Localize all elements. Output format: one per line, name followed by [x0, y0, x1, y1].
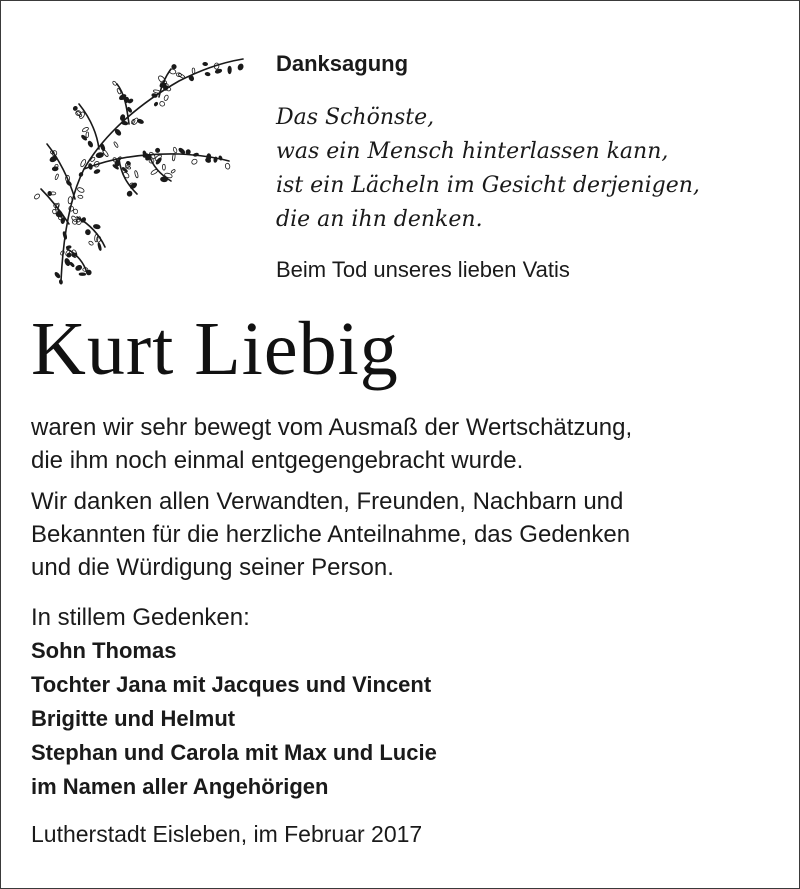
leaf-mark: [68, 196, 73, 204]
leaf-mark: [100, 143, 106, 151]
leaf-mark: [115, 160, 121, 167]
leaf-mark: [69, 262, 74, 268]
leaf-mark: [73, 106, 79, 112]
paragraph-appreciation: [31, 411, 632, 477]
leaf-mark: [88, 241, 94, 246]
leaf-mark: [93, 224, 100, 229]
paragraph-line: Bekannten für die herzliche Anteilnahme, das Gedenken: [31, 521, 631, 548]
paragraph-line: und die Würdigung seiner Person.: [31, 554, 394, 581]
leaf-mark: [155, 157, 162, 165]
leaf-mark: [77, 187, 85, 194]
leaf-mark: [97, 243, 101, 251]
leaf-mark: [218, 155, 222, 160]
leaf-mark: [228, 66, 231, 74]
intro-text: Beim Tod unseres lieben Vatis: [276, 257, 570, 282]
leaf-mark: [126, 190, 132, 197]
leaf-mark: [64, 258, 71, 266]
leaf-mark: [59, 279, 63, 284]
paragraph-line: die ihm noch einmal entgegengebracht wurde.: [31, 447, 524, 474]
leaf-mark: [176, 72, 182, 77]
leaf-mark: [79, 273, 86, 276]
leaf-mark: [155, 148, 160, 153]
leaf-mark: [159, 101, 166, 107]
leaf-mark: [150, 168, 158, 175]
remembrance-label-block: [31, 601, 250, 634]
leaf-mark: [75, 264, 83, 271]
place-and-date: Lutherstadt Eisleben, im Februar 2017: [31, 821, 423, 847]
leaf-mark: [66, 252, 72, 258]
mourner-entry: Tochter Jana mit Jacques und Vincent: [31, 672, 432, 697]
mourner-entry: Sohn Thomas: [31, 638, 177, 663]
leaf-mark: [163, 95, 169, 102]
leaf-mark: [131, 117, 139, 125]
leaf-mark: [225, 163, 230, 170]
leaf-mark: [48, 191, 52, 196]
remembrance-label: In stillem Gedenken:: [31, 604, 250, 631]
leaf-mark: [154, 102, 159, 107]
leaf-mark: [134, 170, 138, 178]
paragraph-line: Wir danken allen Verwandten, Freunden, Nachbarn und: [31, 488, 624, 515]
poem-line: die an ihn denken.: [276, 207, 483, 232]
leaf-mark: [55, 174, 59, 180]
paragraph-thanks: [31, 485, 630, 584]
leaf-mark: [237, 63, 244, 71]
leaf-mark: [88, 163, 93, 169]
poem: [276, 101, 700, 237]
heading: Danksagung: [276, 51, 409, 76]
leaf-mark: [66, 245, 71, 248]
leaf-mark: [162, 164, 165, 170]
leaf-mark: [173, 147, 178, 153]
poem-line: ist ein Lächeln im Gesicht derjenigen,: [276, 173, 700, 198]
poem-line: was ein Mensch hinterlassen kann,: [276, 139, 669, 164]
mourner-entry: im Namen aller Angehörigen: [31, 774, 329, 799]
leaf-mark: [171, 169, 176, 174]
paragraph-line: waren wir sehr bewegt vom Ausmaß der Wertschätzung,: [31, 414, 633, 441]
leaf-mark: [76, 111, 82, 117]
deceased-name: Kurt Liebig: [31, 307, 399, 391]
leaf-mark: [63, 231, 68, 239]
mourner-entry: Stephan und Carola mit Max und Lucie: [31, 740, 437, 765]
leaf-mark: [153, 89, 160, 93]
leaf-mark: [87, 140, 93, 147]
leaf-mark: [206, 154, 211, 162]
leaf-mark: [192, 68, 195, 74]
mourners-list: [31, 634, 437, 804]
leaf-mark: [112, 81, 117, 86]
leaf-mark: [203, 62, 208, 66]
mourner-entry: Brigitte und Helmut: [31, 706, 236, 731]
leaf-mark: [94, 234, 98, 242]
leaf-mark: [160, 177, 167, 182]
leaf-mark: [113, 141, 118, 148]
leaf-mark: [205, 72, 211, 76]
leaf-mark: [81, 134, 88, 141]
branch-illustration-icon: [29, 49, 259, 285]
leaf-mark: [78, 195, 83, 199]
leaf-mark: [94, 169, 101, 174]
leaf-mark: [34, 193, 41, 200]
leaf-mark: [121, 120, 128, 125]
leaf-mark: [157, 75, 166, 84]
leaf-mark: [86, 132, 89, 138]
leaf-mark: [191, 158, 198, 165]
leaf-mark: [96, 152, 104, 158]
poem-line: Das Schönste,: [276, 105, 435, 130]
leaf-mark: [85, 230, 90, 235]
leaf-mark: [54, 272, 61, 279]
